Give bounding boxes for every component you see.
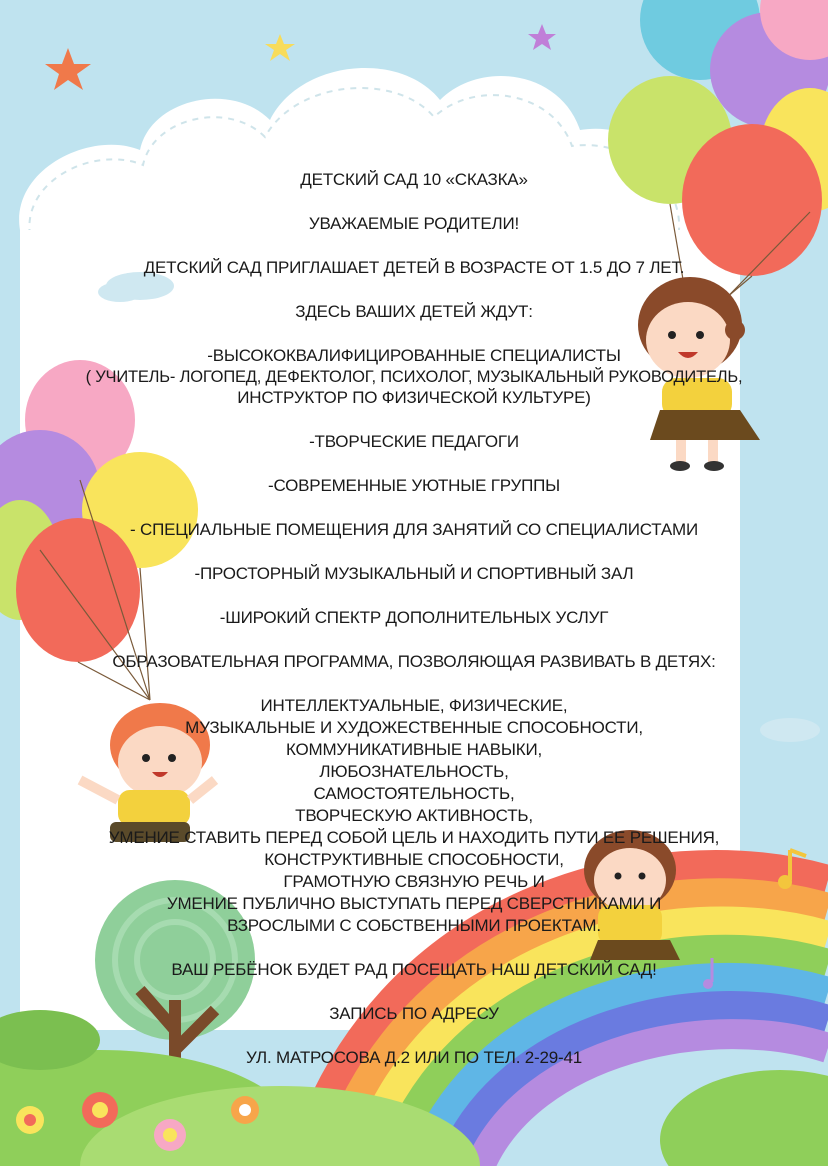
closing-message: ВАШ РЕБЁНОК БУДЕТ РАД ПОСЕЩАТЬ НАШ ДЕТСКИЙ САД! — [171, 960, 657, 979]
program-item: ТВОРЧЕСКУЮ АКТИВНОСТЬ, — [295, 806, 533, 825]
benefit-item: -СОВРЕМЕННЫЕ УЮТНЫЕ ГРУППЫ — [267, 476, 561, 495]
specialists-line: ( УЧИТЕЛЬ- ЛОГОПЕД, ДЕФЕКТОЛОГ, ПСИХОЛОГ, МУЗЫКАЛЬНЫЙ РУКОВОДИТЕЛЬ, — [85, 368, 743, 386]
benefit-item: -ШИРОКИЙ СПЕКТР ДОПОЛНИТЕЛЬНЫХ УСЛУГ — [219, 608, 609, 627]
program-item: ИНТЕЛЛЕКТУАЛЬНЫЕ, ФИЗИЧЕСКИЕ, — [260, 696, 568, 715]
benefit-item: -ПРОСТОРНЫЙ МУЗЫКАЛЬНЫЙ И СПОРТИВНЫЙ ЗАЛ — [194, 564, 634, 583]
signup-heading: ЗАПИСЬ ПО АДРЕСУ — [329, 1004, 499, 1023]
program-item: ВЗРОСЛЫМИ С СОБСТВЕННЫМИ ПРОЕКТАМ. — [227, 916, 601, 935]
waiting-heading: ЗДЕСЬ ВАШИХ ДЕТЕЙ ЖДУТ: — [295, 302, 533, 321]
program-item: САМОСТОЯТЕЛЬНОСТЬ, — [313, 784, 515, 803]
program-item: КОММУНИКАТИВНЫЕ НАВЫКИ, — [285, 740, 543, 759]
program-heading: ОБРАЗОВАТЕЛЬНАЯ ПРОГРАММА, ПОЗВОЛЯЮЩАЯ РАЗВИВАТЬ В ДЕТЯХ: — [112, 652, 716, 671]
program-item: ЛЮБОЗНАТЕЛЬНОСТЬ, — [319, 762, 509, 781]
greeting: УВАЖАЕМЫЕ РОДИТЕЛИ! — [308, 214, 520, 233]
program-item: МУЗЫКАЛЬНЫЕ И ХУДОЖЕСТВЕННЫЕ СПОСОБНОСТИ, — [185, 718, 643, 737]
flyer-title: ДЕТСКИЙ САД 10 «СКАЗКА» — [300, 170, 528, 189]
program-item: ГРАМОТНУЮ СВЯЗНУЮ РЕЧЬ И — [283, 872, 545, 891]
invitation: ДЕТСКИЙ САД ПРИГЛАШАЕТ ДЕТЕЙ В ВОЗРАСТЕ ОТ 1.5 ДО 7 ЛЕТ. — [143, 258, 685, 277]
address-phone: УЛ. МАТРОСОВА Д.2 ИЛИ ПО ТЕЛ. 2-29-41 — [246, 1048, 582, 1067]
specialists-line: ИНСТРУКТОР ПО ФИЗИЧЕСКОЙ КУЛЬТУРЕ) — [237, 388, 591, 407]
program-item: УМЕНИЕ СТАВИТЬ ПЕРЕД СОБОЙ ЦЕЛЬ И НАХОДИТЬ ПУТИ ЕЕ РЕШЕНИЯ, — [108, 828, 720, 847]
benefit-item: - СПЕЦИАЛЬНЫЕ ПОМЕЩЕНИЯ ДЛЯ ЗАНЯТИЙ СО СПЕЦИАЛИСТАМИ — [130, 520, 698, 539]
program-item: КОНСТРУКТИВНЫЕ СПОСОБНОСТИ, — [264, 850, 564, 869]
specialists-line: -ВЫСОКОКВАЛИФИЦИРОВАННЫЕ СПЕЦИАЛИСТЫ — [207, 346, 621, 365]
program-item: УМЕНИЕ ПУБЛИЧНО ВЫСТУПАТЬ ПЕРЕД СВЕРСТНИКАМИ И — [166, 894, 662, 913]
benefit-item: -ТВОРЧЕСКИЕ ПЕДАГОГИ — [309, 432, 519, 451]
